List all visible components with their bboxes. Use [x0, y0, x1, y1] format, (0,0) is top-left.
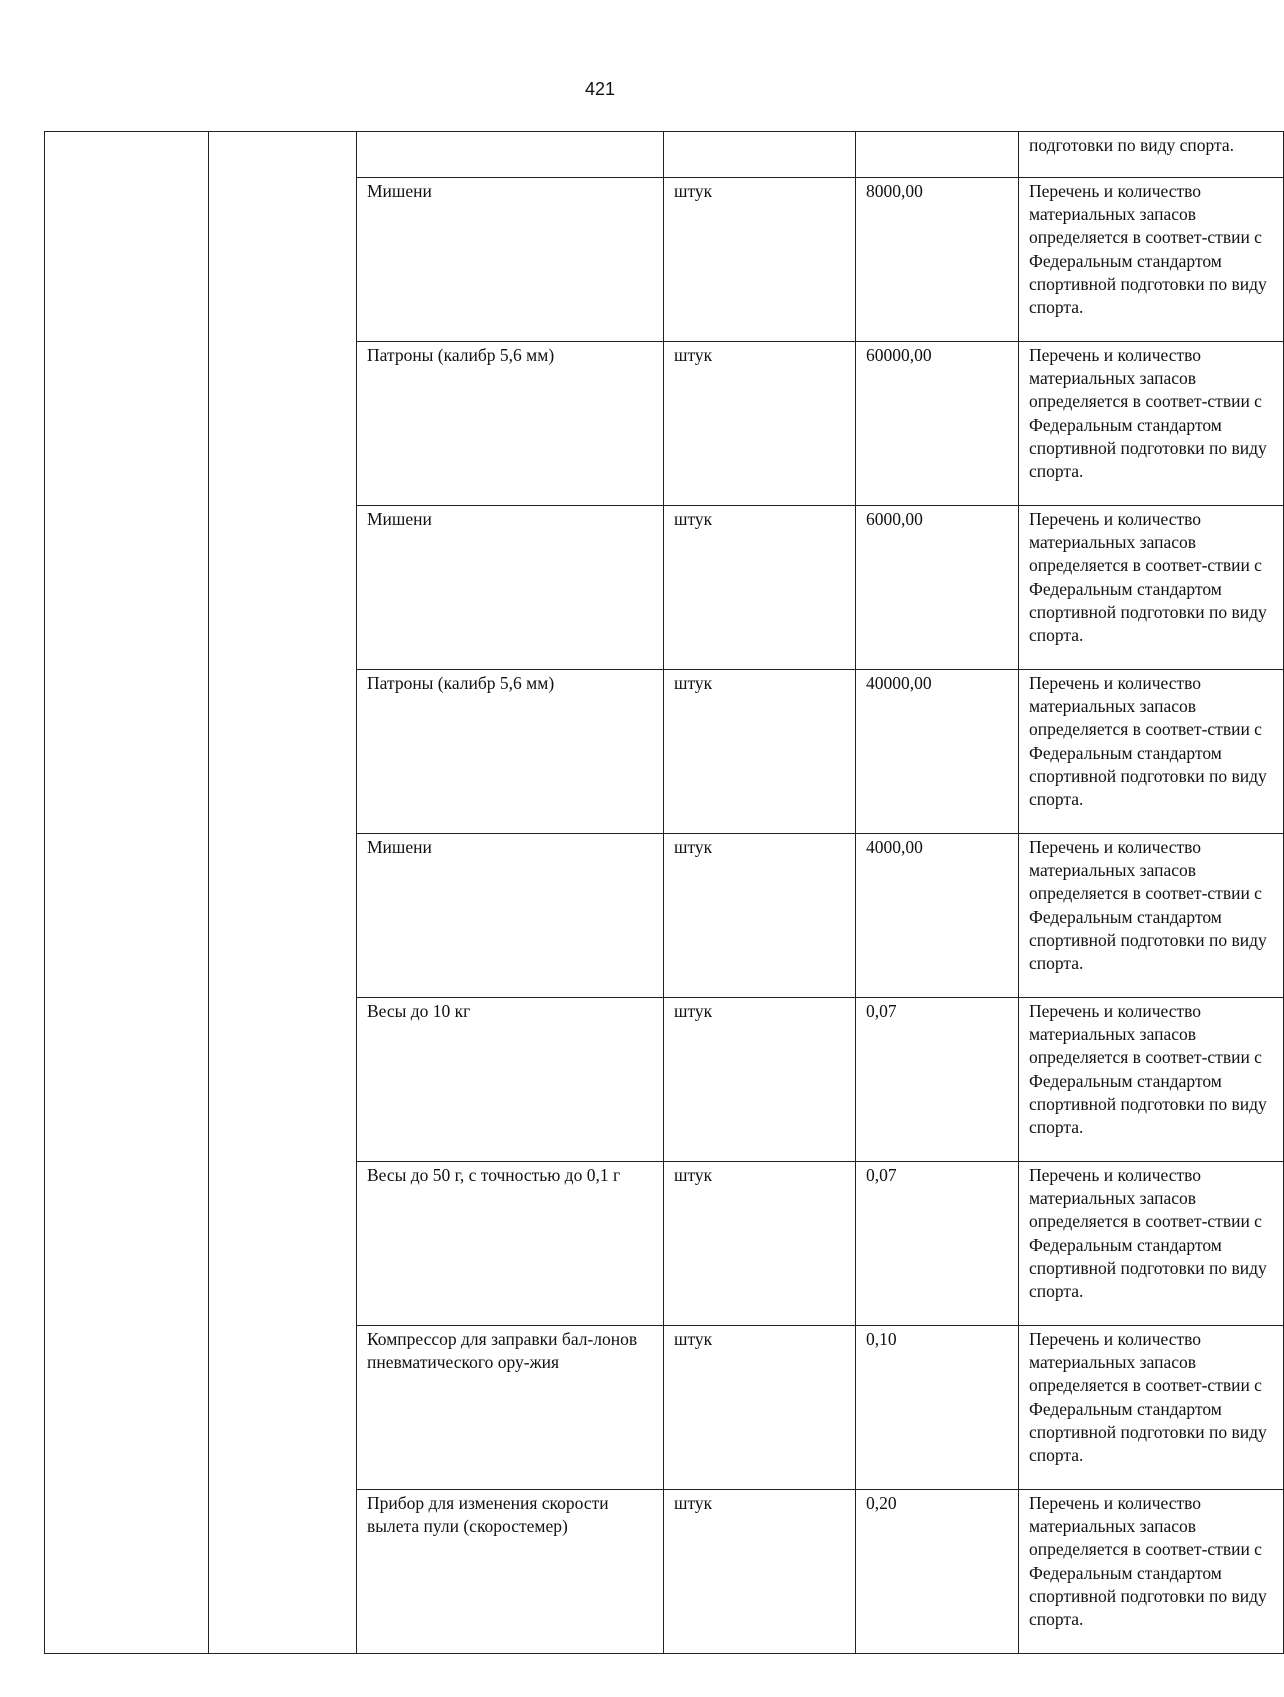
table-cell-unit [664, 670, 856, 834]
table-cell-quantity [856, 178, 1019, 342]
table-cell-quantity [856, 834, 1019, 998]
page-number: 421 [584, 79, 616, 99]
table-cell-quantity [856, 506, 1019, 670]
table-cell-name-text: Компрессор для заправки бал-лонов пневматического ору-жия [367, 1329, 638, 1373]
table-cell-note-text: Перечень и количество материальных запасов определяется в соответ-ствии с Федеральным стандартом спортивной подготовки по виду спорта. [1029, 673, 1267, 810]
table-cell-name [357, 1326, 664, 1490]
table-cell-name [357, 178, 664, 342]
table-cell-quantity [856, 1162, 1019, 1326]
table-cell-note-text: Перечень и количество материальных запасов определяется в соответ-ствии с Федеральным стандартом спортивной подготовки по виду спорта. [1029, 1001, 1267, 1138]
table-cell-unit-text: штук [674, 181, 713, 201]
table-cell-unit [664, 1326, 856, 1490]
table-cell-name-text: Мишени [367, 181, 432, 201]
table-cell-note [1019, 834, 1284, 998]
table-cell-name-text: Патроны (калибр 5,6 мм) [367, 345, 555, 365]
materials-table [44, 131, 1284, 1654]
table-cell-unit [664, 132, 856, 178]
table-cell-unit-text: штук [674, 1329, 713, 1349]
table-cell-note-text: Перечень и количество материальных запасов определяется в соответ-ствии с Федеральным стандартом спортивной подготовки по виду спорта. [1029, 1329, 1267, 1466]
table-cell-quantity-text: 40000,00 [866, 673, 932, 693]
table-cell-note [1019, 132, 1284, 178]
table-cell-note [1019, 1162, 1284, 1326]
table-cell-unit-text: штук [674, 509, 713, 529]
table-cell-unit [664, 1490, 856, 1654]
table-cell-unit [664, 506, 856, 670]
table-cell-name [357, 132, 664, 178]
table-cell-quantity [856, 342, 1019, 506]
table-cell-name-text: Прибор для изменения скорости вылета пули (скоростемер) [367, 1493, 609, 1537]
table-cell-quantity-text: 6000,00 [866, 509, 923, 529]
table-cell-name [357, 998, 664, 1162]
table-cell-name [357, 834, 664, 998]
table-cell-note-text: Перечень и количество материальных запасов определяется в соответ-ствии с Федеральным стандартом спортивной подготовки по виду спорта. [1029, 837, 1267, 974]
table-cell-quantity-text: 0,07 [866, 1165, 897, 1185]
table-cell-note-text: Перечень и количество материальных запасов определяется в соответ-ствии с Федеральным стандартом спортивной подготовки по виду спорта. [1029, 509, 1267, 646]
table-cell-note-text: Перечень и количество материальных запасов определяется в соответ-ствии с Федеральным стандартом спортивной подготовки по виду спорта. [1029, 181, 1267, 318]
table-cell-name [357, 506, 664, 670]
table-cell-quantity [856, 1490, 1019, 1654]
table-cell-unit [664, 998, 856, 1162]
table-cell-note-text: подготовки по виду спорта. [1029, 135, 1235, 155]
table-cell-name-text: Мишени [367, 837, 432, 857]
table-cell-note [1019, 506, 1284, 670]
table-cell-unit [664, 834, 856, 998]
table-cell-quantity [856, 998, 1019, 1162]
table-cell-quantity-text: 60000,00 [866, 345, 932, 365]
materials-table-body [45, 132, 1284, 1654]
table-cell-quantity-text: 0,10 [866, 1329, 897, 1349]
table-cell-subsection [209, 132, 357, 1654]
table-cell-quantity-text: 4000,00 [866, 837, 923, 857]
table-cell-note-text: Перечень и количество материальных запасов определяется в соответ-ствии с Федеральным стандартом спортивной подготовки по виду спорта. [1029, 345, 1267, 482]
table-cell-unit-text: штук [674, 837, 713, 857]
table-cell-note [1019, 342, 1284, 506]
table-cell-unit-text: штук [674, 673, 713, 693]
table-cell-unit [664, 1162, 856, 1326]
table-cell-name [357, 1162, 664, 1326]
table-cell-name [357, 1490, 664, 1654]
table-cell-unit [664, 178, 856, 342]
table-row-continued [45, 132, 1284, 178]
table-cell-note-text: Перечень и количество материальных запасов определяется в соответ-ствии с Федеральным стандартом спортивной подготовки по виду спорта. [1029, 1165, 1267, 1302]
table-cell-note [1019, 1326, 1284, 1490]
table-cell-quantity-text: 0,07 [866, 1001, 897, 1021]
table-cell-name-text: Весы до 10 кг [367, 1001, 471, 1021]
table-cell-note [1019, 998, 1284, 1162]
table-cell-unit-text: штук [674, 1165, 713, 1185]
table-cell-name [357, 670, 664, 834]
table-cell-unit-text: штук [674, 1493, 713, 1513]
table-cell-note [1019, 178, 1284, 342]
table-cell-quantity [856, 132, 1019, 178]
table-cell-name-text: Мишени [367, 509, 432, 529]
table-cell-note [1019, 670, 1284, 834]
table-cell-name-text: Весы до 50 г, с точностью до 0,1 г [367, 1165, 621, 1185]
table-cell-quantity [856, 1326, 1019, 1490]
table-cell-unit-text: штук [674, 1001, 713, 1021]
table-cell-quantity-text: 8000,00 [866, 181, 923, 201]
table-cell-note [1019, 1490, 1284, 1654]
table-cell-name-text: Патроны (калибр 5,6 мм) [367, 673, 555, 693]
table-cell-unit [664, 342, 856, 506]
table-cell-name [357, 342, 664, 506]
table-cell-quantity-text: 0,20 [866, 1493, 897, 1513]
table-cell-quantity [856, 670, 1019, 834]
table-cell-unit-text: штук [674, 345, 713, 365]
table-cell-note-text: Перечень и количество материальных запасов определяется в соответ-ствии с Федеральным стандартом спортивной подготовки по виду спорта. [1029, 1493, 1267, 1630]
table-cell-section [45, 132, 209, 1654]
